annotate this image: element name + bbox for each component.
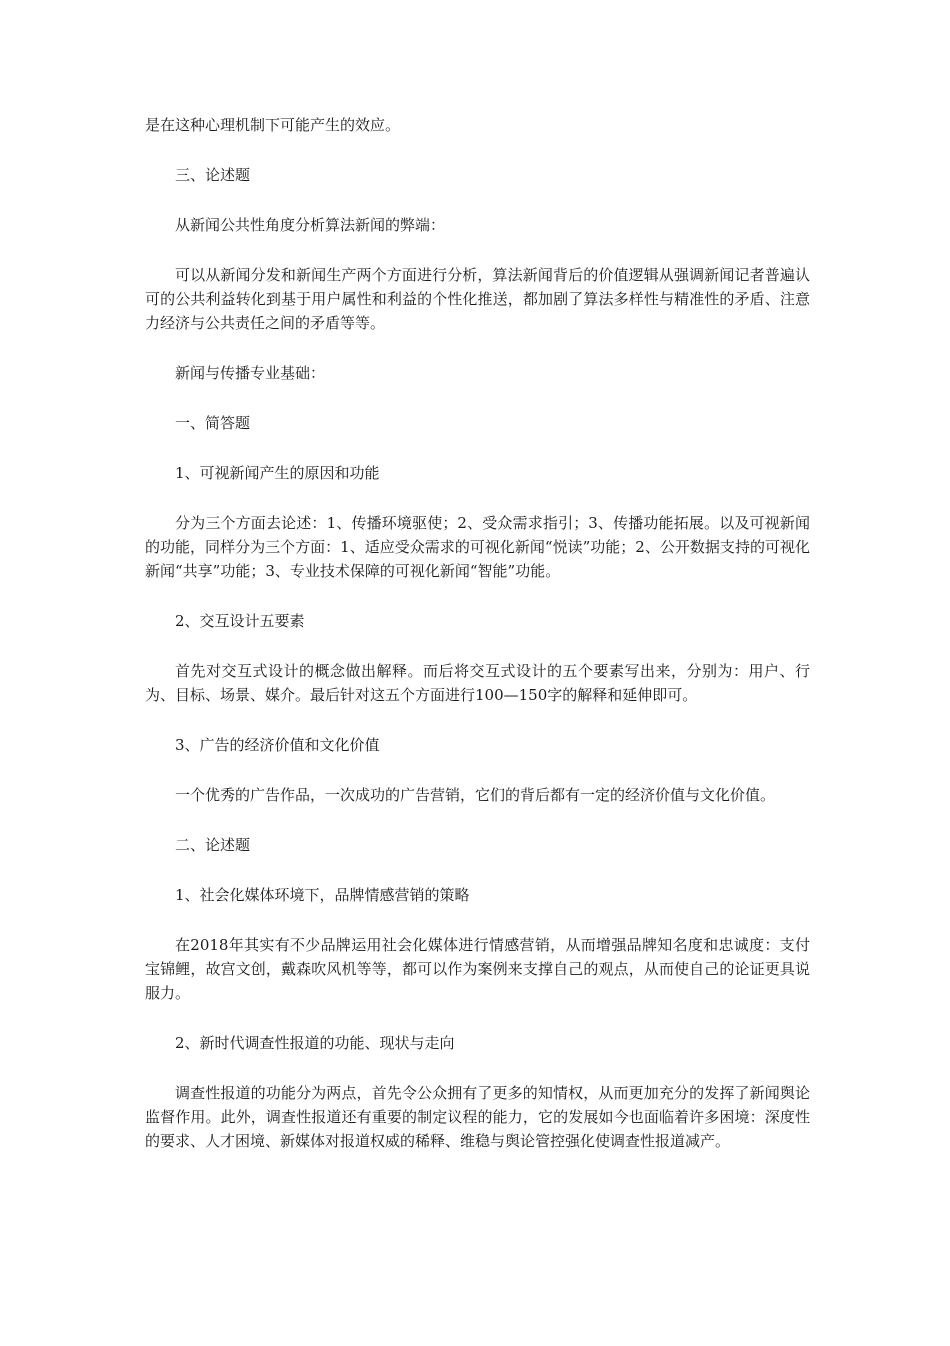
heading-essay-questions-2: 二、论述题 — [175, 836, 251, 854]
question-advertising-value: 3、广告的经济价值和文化价值 — [175, 736, 380, 754]
question-interaction-design: 2、交互设计五要素 — [175, 612, 305, 630]
document-body — [145, 113, 810, 1179]
answer-interaction-design: 首先对交互式设计的概念做出解释。而后将交互式设计的五个要素写出来，分别为：用户、行为、目标、场景、媒介。最后针对这五个方面进行100—150字的解释和延伸即可。 — [145, 662, 810, 704]
answer-visual-news: 分为三个方面去论述：1、传播环境驱使；2、受众需求指引；3、传播功能拓展。以及可视新闻的功能，同样分为三个方面：1、适应受众需求的可视化新闻“悦读”功能；2、公开数据支持的可视化新闻“共享”功能；3、专业技术保障的可视化新闻“智能”功能。 — [145, 514, 810, 580]
heading-short-answer: 一、简答题 — [175, 414, 251, 432]
question-visual-news: 1、可视新闻产生的原因和功能 — [175, 464, 380, 482]
question-investigative-reporting: 2、新时代调查性报道的功能、现状与走向 — [175, 1034, 455, 1052]
question-algorithm-news: 从新闻公共性角度分析算法新闻的弊端： — [175, 216, 446, 234]
heading-essay-questions: 三、论述题 — [175, 166, 251, 184]
answer-algorithm-news: 可以从新闻分发和新闻生产两个方面进行分析，算法新闻背后的价值逻辑从强调新闻记者普遍认可的公共利益转化到基于用户属性和利益的个性化推送，都加剧了算法多样性与精准性的矛盾、注意力经济与公共责任之间的矛盾等等。 — [145, 266, 810, 332]
answer-investigative-reporting: 调查性报道的功能分为两点，首先令公众拥有了更多的知情权，从而更加充分的发挥了新闻舆论监督作用。此外，调查性报道还有重要的制定议程的能力，它的发展如今也面临着许多困境：深度性的要求、人才困境、新媒体对报道权威的稀释、维稳与舆论管控强化使调查性报道减产。 — [145, 1084, 810, 1150]
paragraph-continuation: 是在这种心理机制下可能产生的效应。 — [145, 116, 401, 134]
answer-advertising-value: 一个优秀的广告作品，一次成功的广告营销，它们的背后都有一定的经济价值与文化价值。 — [175, 786, 776, 804]
section-title-journalism-basics: 新闻与传播专业基础： — [175, 364, 326, 382]
question-emotional-marketing: 1、社会化媒体环境下，品牌情感营销的策略 — [175, 886, 470, 904]
answer-emotional-marketing: 在2018年其实有不少品牌运用社会化媒体进行情感营销，从而增强品牌知名度和忠诚度：支付宝锦鲤，故宫文创，戴森吹风机等等，都可以作为案例来支撑自己的观点，从而使自己的论证更具说服力。 — [145, 936, 810, 1002]
